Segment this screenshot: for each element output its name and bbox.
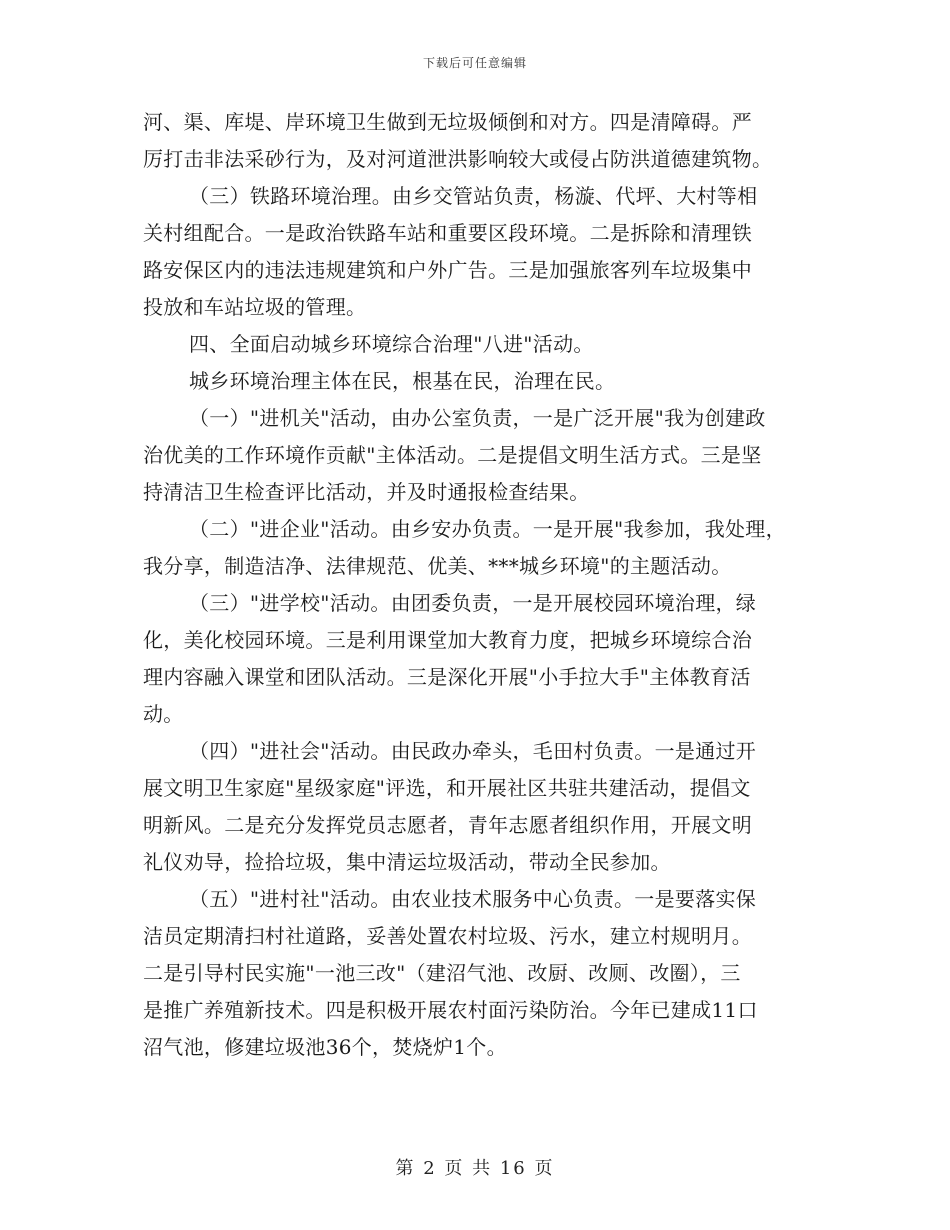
text-line: 河、渠、库堤、岸环境卫生做到无垃圾倾倒和对方。四是清障碍。严 [143, 110, 752, 134]
text-line: 投放和车站垃圾的管理。 [143, 295, 367, 319]
text-line: （四）"进社会"活动。由民政办牵头，毛田村负责。一是通过开 [189, 739, 757, 763]
text-line: 我分享，制造洁净、法律规范、优美、***城乡环境"的主题活动。 [143, 554, 732, 578]
text-line: （二）"进企业"活动。由乡安办负责。一是开展"我参加，我处理， [189, 517, 786, 541]
text-line: 厉打击非法采砂行为，及对河道泄洪影响较大或侵占防洪道德建筑物。 [143, 147, 773, 171]
text-line: 展文明卫生家庭"星级家庭"评选，和开展社区共驻共建活动，提倡文 [143, 776, 751, 800]
document-body [143, 104, 823, 1066]
text-line: 二是引导村民实施"一池三改"（建沼气池、改厨、改厕、改圈），三 [143, 961, 741, 985]
text-line: 路安保区内的违法违规建筑和户外广告。三是加强旅客列车垃圾集中 [143, 258, 752, 282]
page-header: 下载后可任意编辑 [422, 56, 527, 70]
text-line: 关村组配合。一是政治铁路车站和重要区段环境。二是拆除和清理铁 [143, 221, 752, 245]
section-heading: 四、全面启动城乡环境综合治理"八进"活动。 [189, 332, 594, 356]
text-line: 明新风。二是充分发挥党员志愿者，青年志愿者组织作用，开展文明 [143, 813, 752, 837]
text-line: （三）铁路环境治理。由乡交管站负责，杨漩、代坪、大村等相 [189, 184, 758, 208]
text-line: （一）"进机关"活动，由办公室负责，一是广泛开展"我为创建政 [189, 406, 766, 430]
text-line: （三）"进学校"活动。由团委负责，一是开展校园环境治理，绿 [189, 591, 757, 615]
text-line: 动。 [143, 702, 184, 726]
text-line: 是推广养殖新技术。四是积极开展农村面污染防治。今年已建成11口 [143, 998, 758, 1022]
page-number: 第 2 页 共 16 页 [395, 1158, 555, 1179]
text-line: （五）"进村社"活动。由农业技术服务中心负责。一是要落实保 [189, 887, 757, 911]
text-line: 礼仪劝导，捡拾垃圾，集中清运垃圾活动，带动全民参加。 [143, 850, 671, 874]
text-line: 治优美的工作环境作贡献"主体活动。二是提倡文明生活方式。三是坚 [143, 443, 762, 467]
text-line: 持清洁卫生检查评比活动，并及时通报检查结果。 [143, 480, 590, 504]
text-line: 城乡环境治理主体在民，根基在民，治理在民。 [189, 369, 616, 393]
text-line: 洁员定期清扫村社道路，妥善处置农村垃圾、污水，建立村规明月。 [143, 924, 752, 948]
text-line: 理内容融入课堂和团队活动。三是深化开展"小手拉大手"主体教育活 [143, 665, 751, 689]
text-line: 化，美化校园环境。三是利用课堂加大教育力度，把城乡环境综合治 [143, 628, 752, 652]
text-line: 沼气池，修建垃圾池36个，焚烧炉1个。 [143, 1035, 507, 1059]
